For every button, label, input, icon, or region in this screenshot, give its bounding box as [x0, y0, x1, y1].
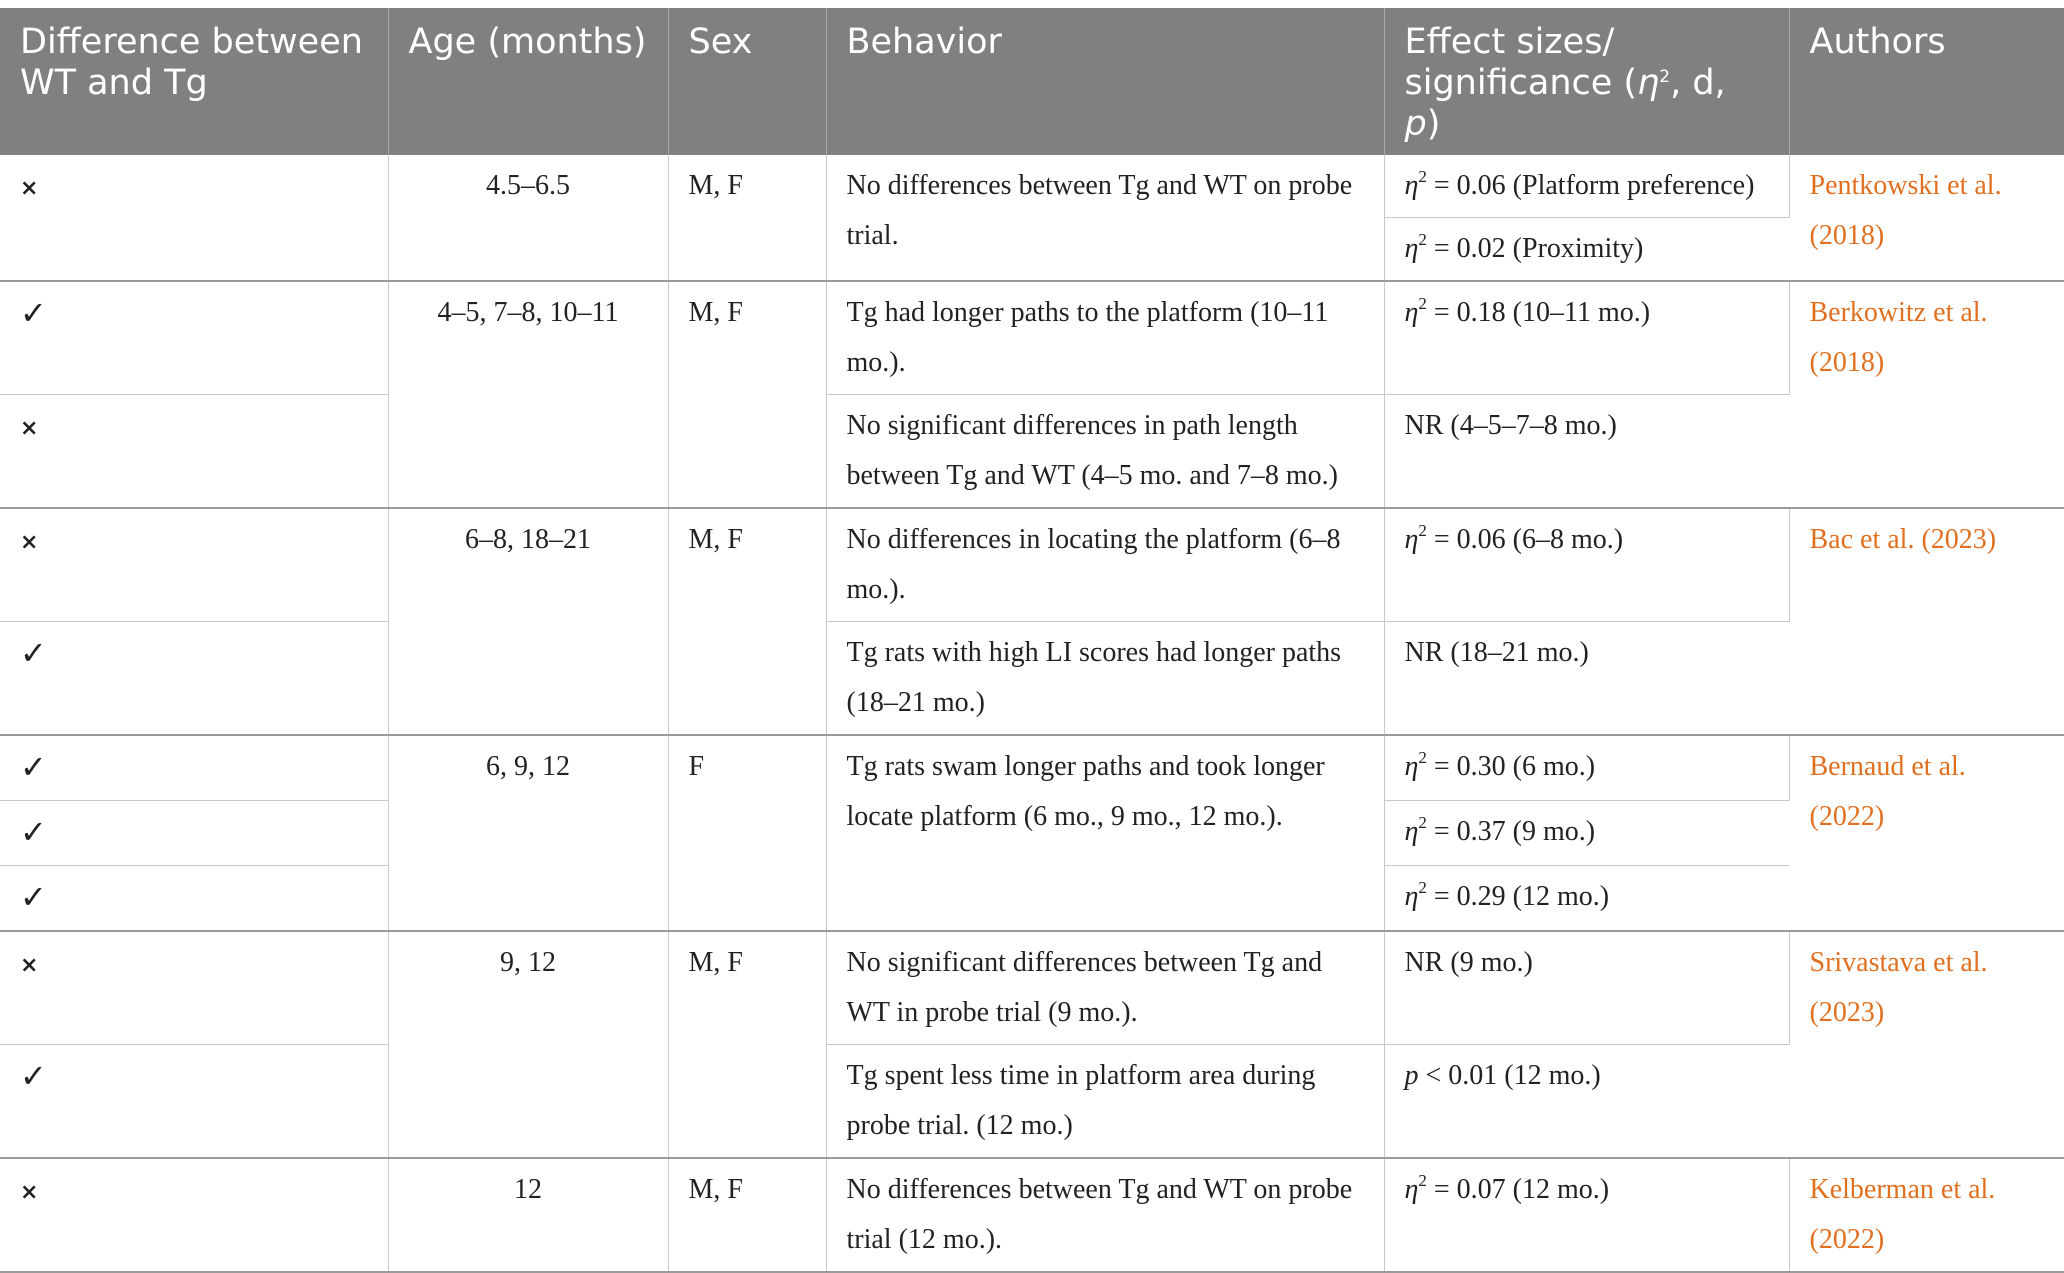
- check-icon: ✓: [0, 281, 388, 395]
- header-behavior: Behavior: [826, 8, 1384, 155]
- header-age: Age (months): [388, 8, 668, 155]
- effect-cell: $\eta^2 = 0.07$ (12 mo.): [1384, 1158, 1789, 1272]
- behavior-cell: Tg spent less time in platform area during probe trial. (12 mo.): [826, 1045, 1384, 1159]
- check-icon: ✓: [0, 622, 388, 736]
- age-cell: 4.5–6.5: [388, 155, 668, 281]
- author-link[interactable]: Kelberman et al. (2022): [1789, 1158, 2064, 1272]
- behavior-cell: No significant differences in path length between Tg and WT (4–5 mo. and 7–8 mo.): [826, 395, 1384, 509]
- behavior-cell: No differences between Tg and WT on probe trial.: [826, 155, 1384, 281]
- header-sex: Sex: [668, 8, 826, 155]
- table-row: [0, 931, 2064, 1045]
- sex-cell: M, F: [668, 155, 826, 281]
- author-link[interactable]: Pentkowski et al. (2018): [1789, 155, 2064, 281]
- author-link[interactable]: Bernaud et al. (2022): [1789, 735, 2064, 931]
- cross-icon: ×: [0, 155, 388, 281]
- effect-cell: $\eta^2 = 0.02$ (Proximity): [1384, 218, 1789, 282]
- sex-cell: M, F: [668, 508, 826, 735]
- age-cell: 6, 9, 12: [388, 735, 668, 931]
- table-row: [0, 155, 2064, 218]
- table-row: [0, 395, 2064, 509]
- sex-cell: F: [668, 735, 826, 931]
- check-icon: ✓: [0, 735, 388, 801]
- header-difference: Difference between WT and Tg: [0, 8, 388, 155]
- header-effect-sizes: Effect sizes/ significance ($\eta^2$, d, p): [1384, 8, 1789, 155]
- sex-cell: M, F: [668, 281, 826, 508]
- effect-cell: $\eta^2 = 0.37$ (9 mo.): [1384, 801, 1789, 866]
- check-icon: ✓: [0, 866, 388, 932]
- table-row: [0, 1045, 2064, 1159]
- behavior-cell: Tg rats with high LI scores had longer paths (18–21 mo.): [826, 622, 1384, 736]
- age-cell: 12: [388, 1158, 668, 1272]
- author-link[interactable]: Berkowitz et al. (2018): [1789, 281, 2064, 508]
- table-row: [0, 281, 2064, 395]
- effect-cell: $\eta^2 = 0.29$ (12 mo.): [1384, 866, 1789, 932]
- behavior-cell: Tg had longer paths to the platform (10–11 mo.).: [826, 281, 1384, 395]
- effect-cell: NR (9 mo.): [1384, 931, 1789, 1045]
- cross-icon: ×: [0, 931, 388, 1045]
- behavior-cell: Tg rats swam longer paths and took longer locate platform (6 mo., 9 mo., 12 mo.).: [826, 735, 1384, 931]
- sex-cell: M, F: [668, 931, 826, 1158]
- cross-icon: ×: [0, 395, 388, 509]
- results-table: [0, 8, 2064, 1273]
- results-table-wrapper: [0, 8, 2064, 1273]
- effect-cell: p < 0.01 (12 mo.): [1384, 1045, 1789, 1159]
- header-authors: Authors: [1789, 8, 2064, 155]
- behavior-cell: No significant differences between Tg and WT in probe trial (9 mo.).: [826, 931, 1384, 1045]
- table-row: [0, 508, 2064, 622]
- effect-cell: $\eta^2 = 0.06$ (Platform preference): [1384, 155, 1789, 218]
- table-row: [0, 1158, 2064, 1272]
- effect-cell: $\eta^2 = 0.18$ (10–11 mo.): [1384, 281, 1789, 395]
- effect-cell: $\eta^2 = 0.06$ (6–8 mo.): [1384, 508, 1789, 622]
- author-link[interactable]: Bac et al. (2023): [1789, 508, 2064, 735]
- effect-cell: $\eta^2 = 0.30$ (6 mo.): [1384, 735, 1789, 801]
- sex-cell: M, F: [668, 1158, 826, 1272]
- age-cell: 4–5, 7–8, 10–11: [388, 281, 668, 508]
- age-cell: 6–8, 18–21: [388, 508, 668, 735]
- table-row: [0, 735, 2064, 801]
- effect-cell: NR (4–5–7–8 mo.): [1384, 395, 1789, 509]
- effect-cell: NR (18–21 mo.): [1384, 622, 1789, 736]
- behavior-cell: No differences in locating the platform (6–8 mo.).: [826, 508, 1384, 622]
- check-icon: ✓: [0, 801, 388, 866]
- cross-icon: ×: [0, 1158, 388, 1272]
- behavior-cell: No differences between Tg and WT on probe trial (12 mo.).: [826, 1158, 1384, 1272]
- cross-icon: ×: [0, 508, 388, 622]
- table-row: [0, 622, 2064, 736]
- table-header: [0, 8, 2064, 155]
- age-cell: 9, 12: [388, 931, 668, 1158]
- check-icon: ✓: [0, 1045, 388, 1159]
- author-link[interactable]: Srivastava et al. (2023): [1789, 931, 2064, 1158]
